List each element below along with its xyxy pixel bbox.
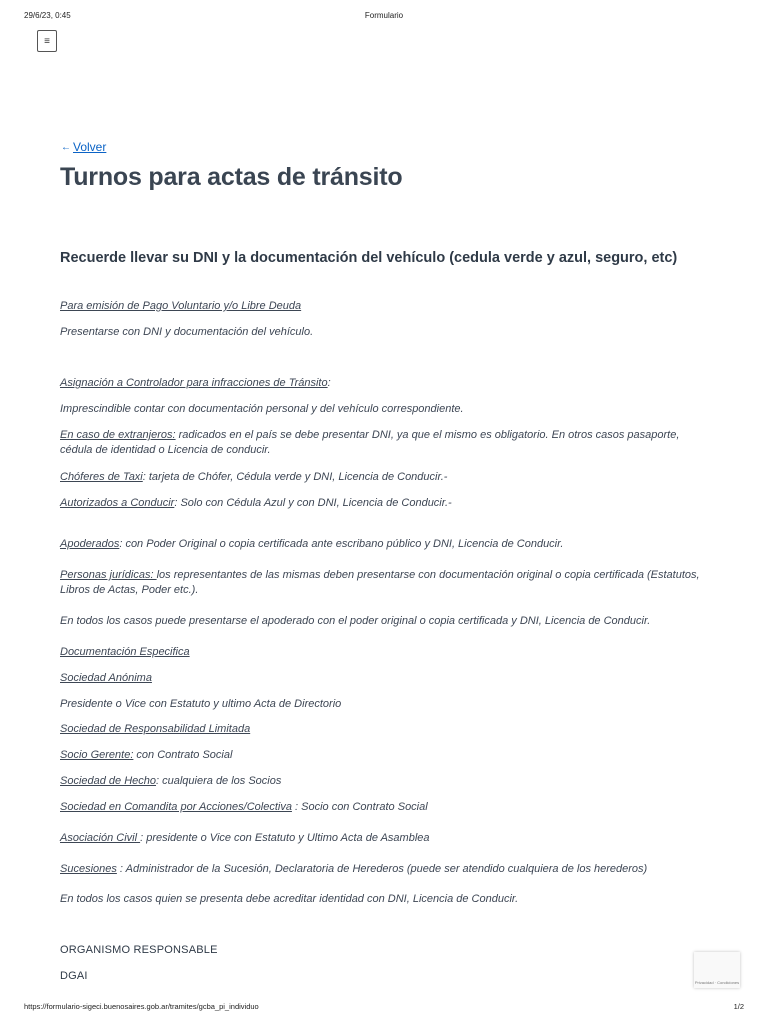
print-page-number: 1/2 (733, 1002, 744, 1011)
section-heading: Para emisión de Pago Voluntario y/o Libre Deuda (60, 300, 302, 312)
section-sociedad-hecho (60, 774, 700, 789)
section-asignacion (60, 376, 700, 391)
section-text: : Solo con Cédula Azul y con DNI, Licencia de Conducir.- (174, 497, 452, 509)
section-text: Imprescindible contar con documentación personal y del vehículo correspondiente. (60, 403, 464, 415)
section-heading: En caso de extranjeros: (60, 429, 176, 441)
section-heading: Sociedad Anónima (60, 672, 152, 684)
section-heading: Personas jurídicas: (60, 569, 157, 581)
section-asignacion-text (60, 402, 700, 417)
section-text: : cualquiera de los Socios (156, 775, 282, 787)
section-todos-casos-apoderado (60, 614, 700, 629)
section-heading: Apoderados (60, 538, 120, 550)
section-todos-casos-identidad (60, 892, 700, 907)
section-extranjeros (60, 428, 700, 458)
print-title: Formulario (364, 11, 404, 20)
section-heading: Sociedad en Comandita por Acciones/Colectiva (60, 801, 292, 813)
section-heading: Documentación Especifica (60, 646, 190, 658)
arrow-left-icon: ← (61, 141, 71, 153)
print-url: https://formulario-sigeci.buenosaires.gob.ar/tramites/gcba_pi_individuo (24, 1002, 259, 1011)
section-srl (60, 722, 700, 737)
section-heading: Sociedad de Responsabilidad Limitada (60, 723, 251, 735)
page-title: Turnos para actas de tránsito (60, 163, 403, 191)
menu-button[interactable] (37, 30, 57, 52)
section-choferes-taxi (60, 470, 700, 485)
section-heading: Sucesiones (60, 863, 117, 875)
back-link-label[interactable]: Volver (73, 140, 107, 154)
section-text: : con Poder Original o copia certificada ante escribano público y DNI, Licencia de Conducir. (119, 538, 564, 550)
section-text: : presidente o Vice con Estatuto y Ultimo Acta de Asamblea (140, 832, 430, 844)
section-apoderados (60, 537, 700, 552)
print-header (24, 11, 744, 21)
section-text: Presentarse con DNI y documentación del vehículo. (60, 326, 314, 338)
section-text: : (327, 377, 331, 389)
section-pago-voluntario-text (60, 325, 700, 340)
section-text: En todos los casos quien se presenta debe acreditar identidad con DNI, Licencia de Conducir. (60, 893, 519, 905)
section-heading: Sociedad de Hecho (60, 775, 157, 787)
section-autorizados (60, 496, 700, 511)
section-text: radicados en el país se debe presentar DNI, ya que el mismo es obligatorio. En otros casos pasaporte, cédula de identidad o Licencia de conducir. (60, 429, 680, 456)
section-sociedad-anonima-text (60, 697, 700, 712)
section-documentacion-especifica (60, 645, 700, 660)
section-heading: Asignación a Controlador para infracciones de Tránsito (60, 377, 328, 389)
section-pago-voluntario (60, 299, 700, 314)
section-heading: Chóferes de Taxi (60, 471, 143, 483)
section-personas-juridicas (60, 568, 700, 598)
section-sociedad-comandita (60, 800, 700, 815)
recaptcha-badge[interactable] (694, 952, 740, 988)
section-text: : tarjeta de Chófer, Cédula verde y DNI, Licencia de Conducir.- (142, 471, 448, 483)
section-text: : Administrador de la Sucesión, Declaratoria de Herederos (puede ser atendido cualquiera de los herederos) (116, 863, 648, 875)
recaptcha-text: Privacidad · Condiciones (694, 980, 740, 985)
section-socio-gerente (60, 748, 700, 763)
section-text: : Socio con Contrato Social (291, 801, 428, 813)
section-sociedad-anonima (60, 671, 700, 686)
organismo-label: ORGANISMO RESPONSABLE (60, 944, 218, 956)
section-text: con Contrato Social (133, 749, 233, 761)
hamburger-icon: ≡ (44, 35, 50, 47)
section-text: los representantes de las mismas deben presentarse con documentación original o copia certificada (Estatutos, Libros de Actas, Poder etc.). (60, 569, 700, 596)
section-text: En todos los casos puede presentarse el apoderado con el poder original o copia certificada y DNI, Licencia de Conducir. (60, 615, 651, 627)
section-asociacion-civil (60, 831, 700, 846)
organismo-value: DGAI (60, 970, 88, 982)
section-heading: Socio Gerente: (60, 749, 134, 761)
section-text: Presidente o Vice con Estatuto y ultimo Acta de Directorio (60, 698, 342, 710)
print-date: 29/6/23, 0:45 (24, 11, 71, 20)
section-heading: Autorizados a Conducir (60, 497, 175, 509)
back-link[interactable] (61, 140, 106, 154)
section-heading: Asociación Civil (60, 832, 141, 844)
section-sucesiones (60, 862, 700, 877)
page-subtitle: Recuerde llevar su DNI y la documentación del vehículo (cedula verde y azul, seguro, etc) (60, 250, 678, 266)
print-footer (24, 1002, 744, 1012)
